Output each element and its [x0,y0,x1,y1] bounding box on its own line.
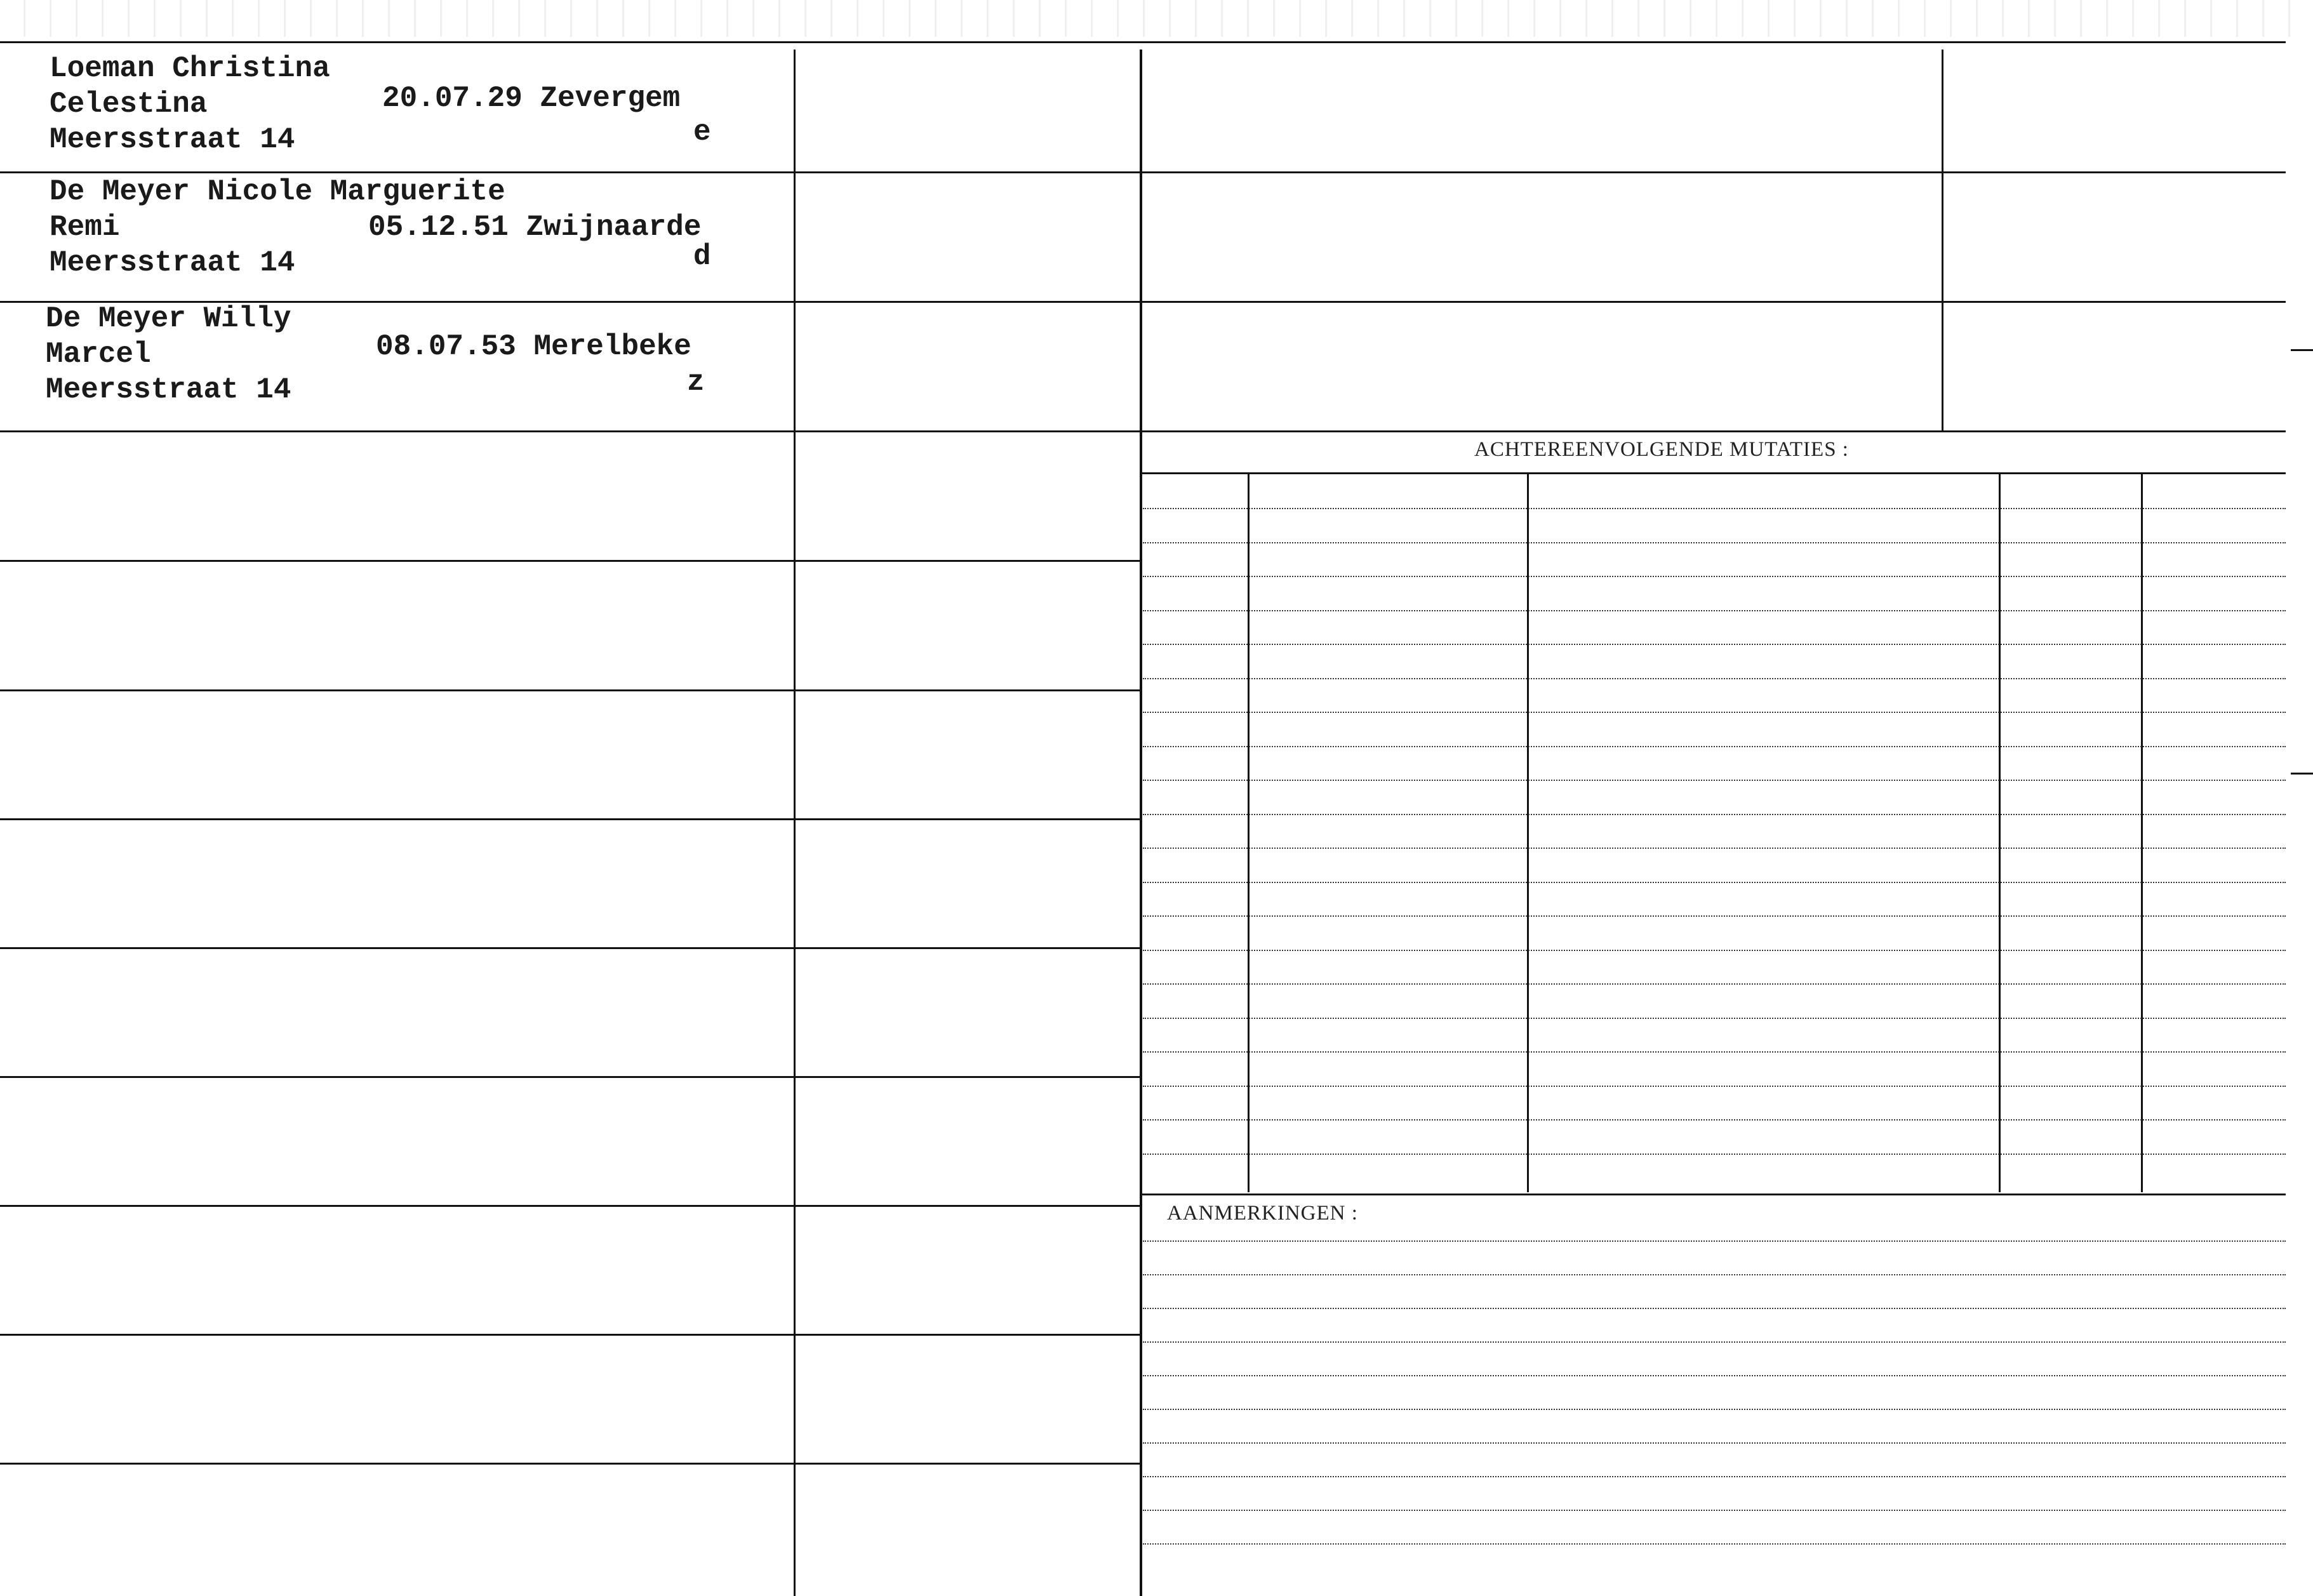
person-name: Loeman Christina [50,52,330,85]
right-row-line [1141,301,2286,303]
remark-ruled-line [1143,1442,2286,1444]
right-row-line [1141,430,2286,432]
remark-ruled-line [1143,1274,2286,1275]
mutations-column-line [1248,474,1250,1192]
mutations-column-line [2141,474,2143,1192]
mutation-ruled-line [1143,1119,2286,1121]
left-row-line [0,1076,1140,1078]
mutation-ruled-line [1143,780,2286,781]
left-row-line [0,1205,1140,1207]
person-birth: 08.07.53 Merelbeke [376,330,691,363]
remark-ruled-line [1143,1476,2286,1477]
mutation-ruled-line [1143,1154,2286,1155]
person-address: Meersstraat 14 [50,123,295,156]
mutation-ruled-line [1143,915,2286,917]
person-code: d [693,240,711,273]
mutation-ruled-line [1143,882,2286,883]
middle-row-line [794,171,1140,173]
column-divider-2 [1140,50,1142,1596]
mutations-title: ACHTEREENVOLGENDE MUTATIES : [1474,438,1849,461]
edge-tick [2291,349,2313,351]
top-rule [0,41,2286,43]
mutation-ruled-line [1143,644,2286,645]
right-row-line [1141,171,2286,173]
mutation-ruled-line [1143,508,2286,509]
mutation-ruled-line [1143,1086,2286,1087]
person-name: De Meyer Nicole Marguerite [50,175,505,208]
person-name-continued: Celestina [50,88,208,121]
mutations-column-line [1527,474,1529,1192]
person-entry [46,301,291,408]
left-row-line [0,171,794,173]
middle-row-line [794,301,1140,303]
mutation-ruled-line [1143,576,2286,577]
person-entry [50,51,330,157]
person-birth: 20.07.29 Zevergem [382,82,681,115]
remark-ruled-line [1143,1510,2286,1511]
left-row-line [0,1334,1140,1336]
mutation-ruled-line [1143,848,2286,849]
person-address: Meersstraat 14 [50,246,295,279]
remark-ruled-line [1143,1341,2286,1343]
mutation-ruled-line [1143,746,2286,747]
edge-tick [2291,773,2313,775]
mutations-column-line [1999,474,2001,1192]
remark-ruled-line [1143,1409,2286,1410]
remarks-title: AANMERKINGEN : [1167,1202,1358,1225]
mutation-ruled-line [1143,814,2286,815]
person-name-continued: Marcel [46,338,151,371]
scan-noise-strip [0,0,2313,37]
column-divider-1 [794,50,796,1596]
person-code: z [687,366,705,399]
remark-ruled-line [1143,1375,2286,1376]
mutations-bottom-rule [1141,1194,2286,1195]
left-row-line [0,947,1140,949]
left-row-line [0,689,1140,691]
person-address: Meersstraat 14 [46,373,291,406]
mutation-ruled-line [1143,1018,2286,1019]
remark-ruled-line [1143,1240,2286,1242]
mutation-ruled-line [1143,950,2286,951]
person-code: e [693,116,711,149]
mutation-ruled-line [1143,678,2286,679]
left-row-line [0,430,1140,432]
person-name-continued: Remi [50,211,120,244]
left-row-line [0,818,1140,820]
left-row-line [0,1463,1140,1465]
mutation-ruled-line [1143,712,2286,713]
mutation-ruled-line [1143,1051,2286,1053]
remark-ruled-line [1143,1543,2286,1545]
column-divider-3 [1942,50,1943,430]
mutation-ruled-line [1143,610,2286,611]
remark-ruled-line [1143,1308,2286,1309]
mutation-ruled-line [1143,542,2286,543]
mutations-header-rule [1141,472,2286,474]
person-name: De Meyer Willy [46,302,291,335]
left-row-line [0,560,1140,562]
person-birth: 05.12.51 Zwijnaarde [368,211,702,244]
mutation-ruled-line [1143,983,2286,985]
